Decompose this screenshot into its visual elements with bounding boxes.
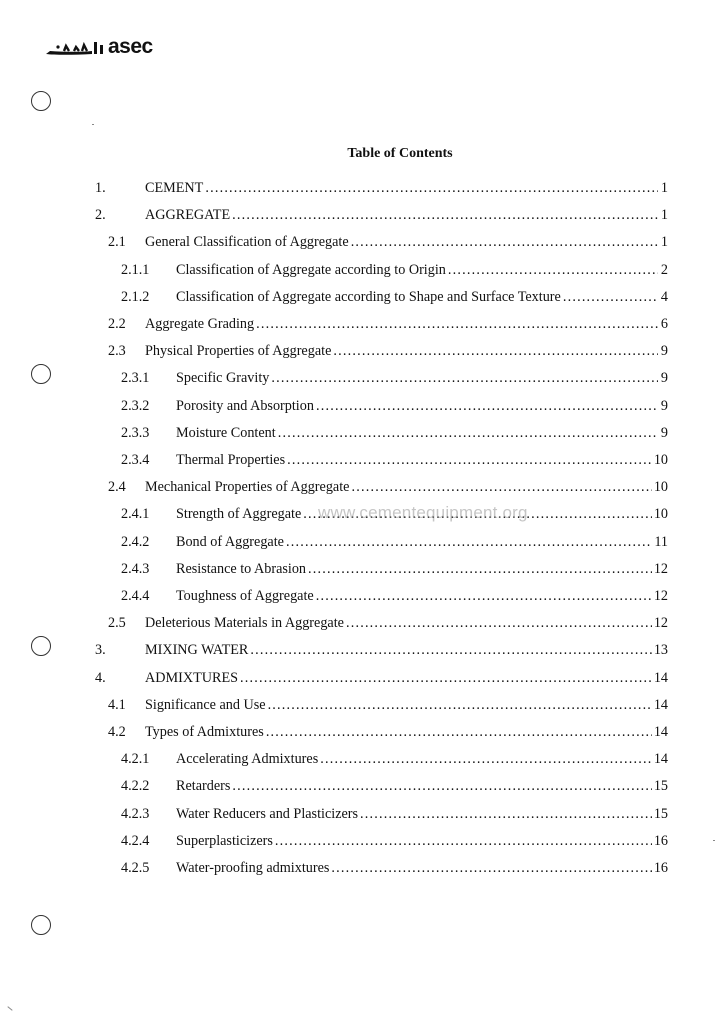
toc-entry-label: Deleterious Materials in Aggregate [145, 615, 344, 632]
toc-entry-page: 10 [653, 506, 668, 523]
toc-leader-dots [360, 804, 652, 824]
toc-entry-page: 15 [653, 778, 668, 795]
toc-entry-number: 2.4.1 [121, 506, 150, 523]
toc-entry-label: Superplasticizers [176, 832, 273, 849]
toc-entry-label: Thermal Properties [176, 452, 286, 468]
toc-entry-label: Bond of Aggregate [176, 533, 284, 550]
toc-leader-dots [275, 831, 652, 851]
toc-entry-label: Aggregate Grading [145, 316, 255, 332]
toc-entry[interactable] [121, 450, 668, 470]
scan-speck [7, 1006, 12, 1011]
toc-entry-number: 4. [95, 669, 106, 686]
toc-entry-page: 9 [660, 424, 668, 441]
toc-entry[interactable] [121, 532, 668, 552]
toc-entry[interactable] [95, 205, 668, 225]
toc-leader-dots [316, 396, 658, 416]
toc-entry-label: Classification of Aggregate according to Origin [176, 261, 446, 278]
toc-entry-number: 2.3.4 [121, 452, 150, 468]
toc-entry-number: 4.2 [108, 724, 126, 740]
toc-entry-number: 2.4.3 [121, 560, 150, 577]
toc-entry[interactable] [108, 341, 668, 361]
toc-entry-label: Toughness of Aggregate [176, 588, 314, 604]
toc-entry-number: 2.2 [108, 316, 126, 332]
toc-entry-number: 2.3.2 [121, 397, 150, 414]
toc-entry-page: 2 [660, 261, 668, 278]
toc-leader-dots [351, 477, 651, 497]
toc-entry-label: Porosity and Absorption [176, 397, 314, 414]
toc-entry[interactable] [108, 695, 668, 715]
toc-entry-label: General Classification of Aggregate [145, 234, 349, 251]
toc-entry-label: ADMIXTURES [145, 669, 239, 686]
toc-entry-label: Accelerating Admixtures [176, 751, 319, 768]
toc-leader-dots [268, 695, 652, 715]
toc-entry-page: 14 [653, 724, 668, 740]
toc-entry[interactable] [121, 776, 668, 796]
toc-entry-page: 16 [653, 832, 668, 849]
toc-entry-page: 9 [660, 343, 668, 360]
toc-entry-number: 4.2.2 [121, 778, 150, 795]
toc-entry-label: Water-proofing admixtures [176, 860, 330, 876]
watermark: www.cementequipment.org [318, 503, 528, 522]
toc-entry[interactable] [108, 477, 668, 497]
toc-entry-number: 2.1.2 [121, 288, 150, 305]
toc-leader-dots [278, 423, 658, 443]
toc-entry[interactable] [121, 858, 668, 878]
toc-entry-label: Resistance to Abrasion [176, 560, 307, 577]
toc-entry[interactable] [108, 314, 668, 334]
toc-entry[interactable] [95, 178, 668, 198]
toc-entry[interactable] [121, 396, 668, 416]
toc-entry-page: 14 [653, 751, 668, 768]
asec-logo [44, 36, 153, 57]
toc-entry[interactable] [121, 559, 668, 579]
toc-entry-page: 12 [653, 560, 668, 577]
toc-leader-dots [333, 341, 658, 361]
toc-leader-dots [563, 287, 658, 307]
toc-entry-number: 2.1.1 [121, 261, 150, 278]
toc-entry-number: 3. [95, 642, 106, 659]
toc-entry-number: 1. [95, 180, 106, 196]
logo-text: asec [108, 35, 153, 58]
arabic-logotype-icon [44, 39, 106, 57]
toc-leader-dots [271, 368, 658, 388]
binder-hole [31, 915, 51, 935]
toc-entry-number: 2.1 [108, 234, 126, 251]
toc-entry-label: Types of Admixtures [145, 724, 264, 740]
toc-entry-number: 2.3 [108, 343, 126, 360]
toc-entry-number: 4.2.1 [121, 751, 150, 768]
toc-entry[interactable] [95, 640, 668, 660]
toc-entry-page: 1 [660, 234, 668, 251]
toc-entry-number: 2.3.3 [121, 424, 150, 441]
toc-entry-page: 1 [660, 207, 668, 224]
toc-entry-number: 2. [95, 207, 106, 224]
toc-entry-label: Specific Gravity [176, 370, 270, 387]
toc-leader-dots [286, 532, 652, 552]
toc-entry-label: Significance and Use [145, 696, 266, 713]
toc-entry[interactable] [121, 749, 668, 769]
toc-entry-page: 12 [653, 588, 668, 604]
toc-entry[interactable] [108, 722, 668, 742]
toc-entry-number: 4.2.5 [121, 860, 150, 876]
toc-entry-page: 16 [653, 860, 668, 876]
toc-entry-page: 9 [660, 370, 668, 387]
toc-entry-page: 14 [653, 669, 668, 686]
toc-entry-label: Physical Properties of Aggregate [145, 343, 332, 360]
toc-entry-number: 2.5 [108, 615, 126, 632]
toc-entry-page: 11 [654, 533, 668, 550]
toc-entry[interactable] [108, 613, 668, 633]
toc-entry-page: 9 [660, 397, 668, 414]
page-title: Table of Contents [347, 146, 453, 161]
toc-entry-number: 2.3.1 [121, 370, 150, 387]
toc-entry-label: Retarders [176, 778, 231, 795]
toc-leader-dots [448, 260, 658, 280]
binder-hole [31, 364, 51, 384]
toc-entry-label: Classification of Aggregate according to Shape and Surface Texture [176, 288, 561, 305]
toc-entry-number: 2.4.4 [121, 588, 150, 604]
toc-leader-dots [232, 205, 658, 225]
toc-leader-dots [250, 640, 651, 660]
toc-entry-label: Mechanical Properties of Aggregate [145, 479, 350, 496]
scan-speck [92, 124, 94, 125]
toc-entry-label: MIXING WATER [145, 642, 249, 659]
toc-entry-number: 4.2.3 [121, 805, 150, 822]
toc-entry[interactable] [121, 831, 668, 851]
toc-entry-number: 4.2.4 [121, 832, 150, 849]
toc-entry-page: 10 [653, 452, 668, 468]
toc-entry[interactable] [121, 586, 668, 606]
toc-entry-page: 13 [653, 642, 668, 659]
scan-speck [713, 840, 715, 841]
toc-leader-dots [256, 314, 658, 334]
toc-entry-number: 4.1 [108, 696, 126, 713]
toc-entry-label: AGGREGATE [145, 207, 231, 224]
toc-leader-dots [316, 586, 652, 606]
toc-entry-page: 6 [660, 316, 668, 332]
toc-entry[interactable] [121, 368, 668, 388]
toc-leader-dots [308, 559, 652, 579]
toc-entry-page: 4 [660, 288, 668, 305]
toc-entry-number: 2.4 [108, 479, 126, 496]
binder-hole [31, 636, 51, 656]
toc-entry[interactable] [121, 287, 668, 307]
toc-entry-label: CEMENT [145, 180, 204, 196]
toc-entry-page: 15 [653, 805, 668, 822]
toc-entry-page: 14 [653, 696, 668, 713]
binder-hole [31, 91, 51, 111]
toc-entry[interactable] [95, 668, 668, 688]
toc-leader-dots [240, 668, 652, 688]
toc-entry-label: Moisture Content [176, 424, 276, 441]
toc-leader-dots [346, 613, 652, 633]
toc-entry-page: 10 [653, 479, 668, 496]
toc-entry[interactable] [121, 260, 668, 280]
toc-entry-page: 1 [660, 180, 668, 196]
toc-leader-dots [287, 450, 652, 470]
toc-entry[interactable] [121, 423, 668, 443]
toc-leader-dots [205, 178, 658, 198]
toc-leader-dots [351, 232, 658, 252]
toc-entry-label: Water Reducers and Plasticizers [176, 805, 359, 822]
toc-leader-dots [266, 722, 652, 742]
toc-leader-dots [331, 858, 651, 878]
toc-leader-dots [232, 776, 651, 796]
toc-entry-number: 2.4.2 [121, 533, 150, 550]
toc-entry[interactable] [108, 232, 668, 252]
toc-entry-page: 12 [653, 615, 668, 632]
toc-leader-dots [320, 749, 652, 769]
toc-entry-label: Strength of Aggregate [176, 506, 302, 523]
toc-entry[interactable] [121, 804, 668, 824]
